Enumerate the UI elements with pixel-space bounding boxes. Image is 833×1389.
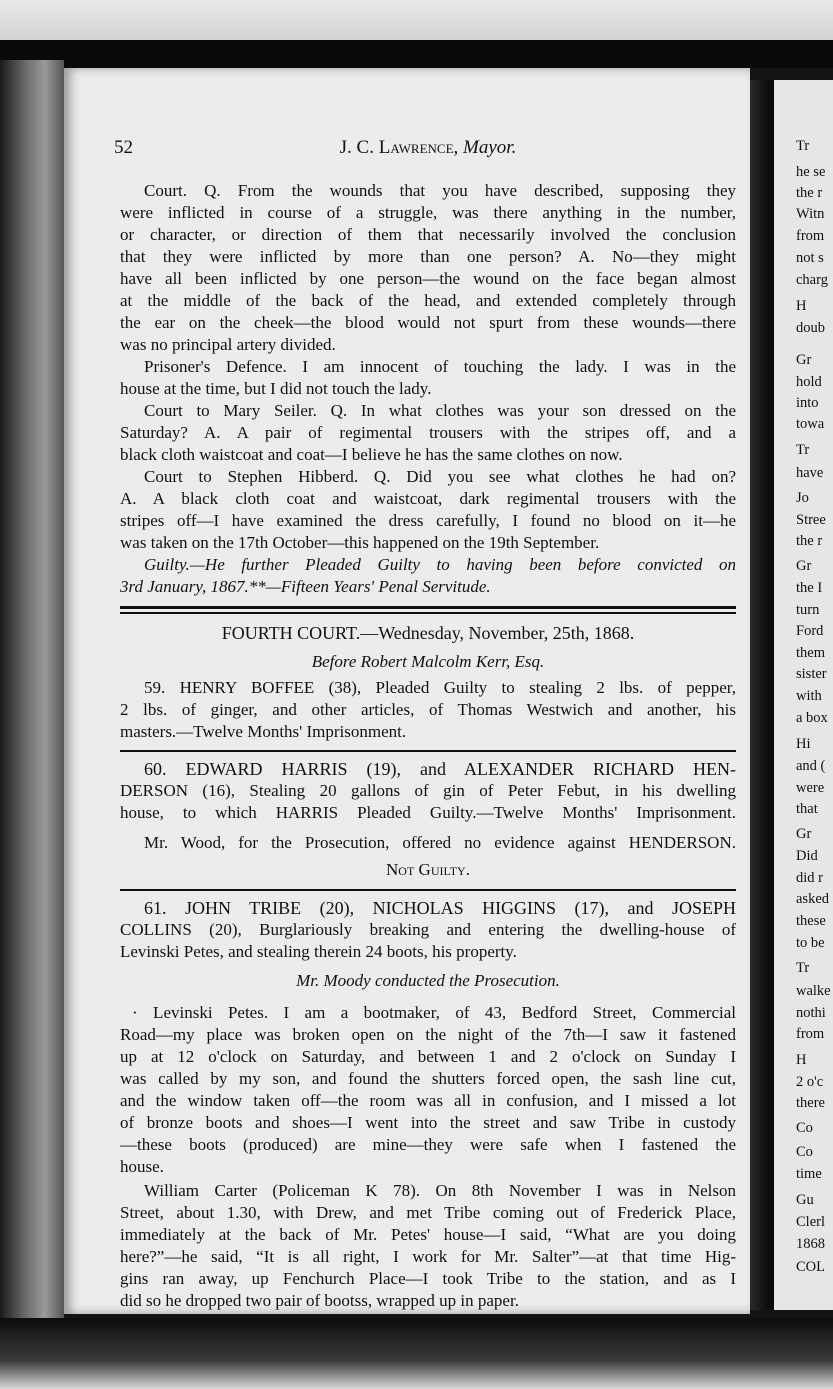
- facing-page-text: Clerl: [796, 1214, 825, 1230]
- facing-page-text: Tr: [796, 442, 810, 458]
- text-line: have all been inflicted by one person—the wound on the face began almost: [120, 269, 736, 288]
- facing-page-text: a box: [796, 710, 828, 726]
- double-rule-top: [120, 606, 736, 609]
- text-line: here?”—he said, “It is all right, I work for Mr. Salter”—at that time Hig-: [120, 1247, 736, 1266]
- facing-page-text: Tr: [796, 138, 810, 154]
- facing-page-text: there: [796, 1095, 825, 1111]
- text-line: immediately at the back of Mr. Petes' house—I said, “What are you doing: [120, 1225, 736, 1244]
- text-line: gins ran away, up Fenchurch Place—I took Tribe to the station, and as I: [120, 1269, 736, 1288]
- text-line: were inflicted in course of a struggle, was there anything in the number,: [120, 203, 736, 222]
- facing-page-text: Gu: [796, 1192, 814, 1208]
- text-line: did so he dropped two pair of bootss, wrapped up in paper.: [120, 1291, 519, 1310]
- text-line: black cloth waistcoat and coat—I believe he has the same clothes on now.: [120, 445, 623, 464]
- facing-page-text: Gr: [796, 826, 812, 842]
- facing-page-text: have: [796, 465, 824, 481]
- book-gutter: [750, 80, 774, 1310]
- text-line: Court. Q. From the wounds that you have described, supposing they: [144, 181, 736, 200]
- facing-page-text: sister: [796, 666, 827, 682]
- scan-bottom-edge: [0, 1318, 833, 1389]
- running-head: [120, 138, 736, 158]
- text-line: Saturday? A. A pair of regimental trousers with the stripes off, and a: [120, 423, 736, 442]
- page-number: 52: [114, 137, 133, 158]
- facing-page-text: Co: [796, 1120, 813, 1136]
- text-line: house.: [120, 1157, 164, 1176]
- text-line: and the window taken off—the room was all in confusion, and I missed a lot: [120, 1091, 736, 1110]
- text-line: at the middle of the back of the head, and extended completely through: [120, 291, 736, 310]
- text-line: masters.—Twelve Months' Imprisonment.: [120, 722, 407, 741]
- text-line: COLLINS (20), Burglariously breaking and entering the dwelling-house of: [120, 920, 736, 939]
- facing-page-text: Jo: [796, 490, 809, 506]
- text-line: DERSON (16), Stealing 20 gallons of gin of Peter Febut, in his dwelling: [120, 781, 736, 800]
- facing-page-text: doub: [796, 320, 825, 336]
- running-head-name: J. C. Lawrence,: [339, 137, 459, 158]
- text-line: or character, or direction of them that necessarily involved the conclusion: [120, 225, 736, 244]
- book-top-shadow: [0, 40, 833, 68]
- facing-page-text: 2 o'c: [796, 1074, 824, 1090]
- text-line: · Levinski Petes. I am a bootmaker, of 43, Bedford Street, Commercial: [132, 1003, 736, 1022]
- text-line: 2 lbs. of ginger, and other articles, of Thomas Westwich and another, his: [120, 700, 736, 719]
- facing-page-text: Ford: [796, 623, 824, 639]
- text-line: —these boots (produced) are mine—they were safe when I fastened the: [120, 1135, 736, 1154]
- facing-page-text: and (: [796, 758, 826, 774]
- text-line: 59. HENRY BOFFEE (38), Pleaded Guilty to stealing 2 lbs. of pepper,: [144, 678, 736, 697]
- text-line: house, to which HARRIS Pleaded Guilty.—Twelve Months' Imprisonment.: [120, 803, 736, 822]
- facing-page-text: Did: [796, 848, 818, 864]
- verdict-not-guilty: Not Guilty.: [386, 860, 470, 879]
- facing-page-text: towa: [796, 416, 825, 432]
- text-line: Road—my place was broken open on the night of the 7th—I saw it fastened: [120, 1025, 736, 1044]
- verdict-line: Guilty.—He further Pleaded Guilty to having been before convicted on: [144, 555, 736, 574]
- facing-page-text: charg: [796, 272, 828, 288]
- facing-page-text: Witn: [796, 206, 825, 222]
- text-line: was no principal artery divided.: [120, 335, 336, 354]
- text-line: that they were inflicted by more than one person? A. No—they might: [120, 247, 736, 266]
- facing-page-text: from: [796, 228, 825, 244]
- facing-page-text: time: [796, 1166, 822, 1182]
- facing-page-text: did r: [796, 870, 823, 886]
- facing-page-text: these: [796, 913, 826, 929]
- facing-page-text: asked: [796, 891, 830, 907]
- facing-page-text: turn: [796, 602, 820, 618]
- facing-page-text: he se: [796, 164, 826, 180]
- text-line: of bronze boots and shoes—I went into the street and saw Tribe in custody: [120, 1113, 736, 1132]
- presiding-judge: Before Robert Malcolm Kerr, Esq.: [311, 652, 545, 671]
- facing-page-text: into: [796, 395, 819, 411]
- facing-page-text: with: [796, 688, 822, 704]
- facing-page-text: Tr: [796, 960, 810, 976]
- facing-page-text: to be: [796, 935, 825, 951]
- facing-page-text: were: [796, 780, 825, 796]
- facing-page-text: walke: [796, 983, 831, 999]
- facing-page-text: Co: [796, 1144, 813, 1160]
- book-left-edge: [0, 60, 64, 1330]
- facing-page-text: not s: [796, 250, 824, 266]
- facing-page-text: that: [796, 801, 818, 817]
- facing-page-text: Hi: [796, 736, 811, 752]
- facing-page-text: Gr: [796, 558, 812, 574]
- text-line: was called by my son, and found the shutters forced open, the sash line cut,: [120, 1069, 736, 1088]
- facing-page-text: hold: [796, 374, 822, 390]
- facing-page-text: COL: [796, 1259, 825, 1275]
- double-rule-bottom: [120, 612, 736, 614]
- facing-page-fragment: [774, 80, 833, 1310]
- text-line: Street, about 1.30, with Drew, and met Tribe coming out of Frederick Place,: [120, 1203, 736, 1222]
- facing-page-text: Gr: [796, 352, 812, 368]
- text-line: stripes off—I have examined the dress carefully, I found no blood on it—he: [120, 511, 736, 530]
- text-line: was taken on the 17th October—this happened on the 19th September.: [120, 533, 600, 552]
- text-line: the ear on the cheek—the blood would not spurt from these wounds—there: [120, 313, 736, 332]
- text-line: William Carter (Policeman K 78). On 8th November I was in Nelson: [144, 1181, 736, 1200]
- facing-page-text: them: [796, 645, 825, 661]
- sentence-line: 3rd January, 1867.**—Fifteen Years' Penal Servitude.: [120, 577, 491, 596]
- facing-page-text: Stree: [796, 512, 826, 528]
- section-rule: [120, 750, 736, 752]
- facing-page-text: 1868: [796, 1236, 825, 1252]
- facing-page-text: the r: [796, 185, 823, 201]
- text-line: Prisoner's Defence. I am innocent of touching the lady. I was in the: [144, 357, 736, 376]
- running-head-title: Mayor.: [463, 137, 517, 158]
- facing-page-text: the r: [796, 533, 823, 549]
- text-line: up at 12 o'clock on Saturday, and between 1 and 2 o'clock on Sunday I: [120, 1047, 736, 1066]
- text-line: 61. JOHN TRIBE (20), NICHOLAS HIGGINS (17), and JOSEPH: [144, 898, 736, 918]
- text-line: 60. EDWARD HARRIS (19), and ALEXANDER RICHARD HEN-: [144, 759, 736, 779]
- facing-page-text: nothi: [796, 1005, 826, 1021]
- text-line: Mr. Wood, for the Prosecution, offered no evidence against HENDERSON.: [144, 833, 736, 852]
- facing-page-text: the I: [796, 580, 823, 596]
- book-page: [64, 68, 750, 1314]
- court-heading: FOURTH COURT.—Wednesday, November, 25th, 1868.: [221, 623, 635, 643]
- facing-page-text: H: [796, 1052, 807, 1068]
- text-line: Court to Stephen Hibberd. Q. Did you see what clothes he had on?: [144, 467, 736, 486]
- facing-page-text: from: [796, 1026, 825, 1042]
- text-line: Levinski Petes, and stealing therein 24 boots, his property.: [120, 942, 517, 961]
- section-rule: [120, 889, 736, 891]
- prosecution-note: Mr. Moody conducted the Prosecution.: [296, 971, 560, 990]
- text-line: A. A black cloth coat and waistcoat, dark regimental trousers with the: [120, 489, 736, 508]
- text-line: Court to Mary Seiler. Q. In what clothes was your son dressed on the: [144, 401, 736, 420]
- text-line: house at the time, but I did not touch the lady.: [120, 379, 432, 398]
- facing-page-text: H: [796, 298, 807, 314]
